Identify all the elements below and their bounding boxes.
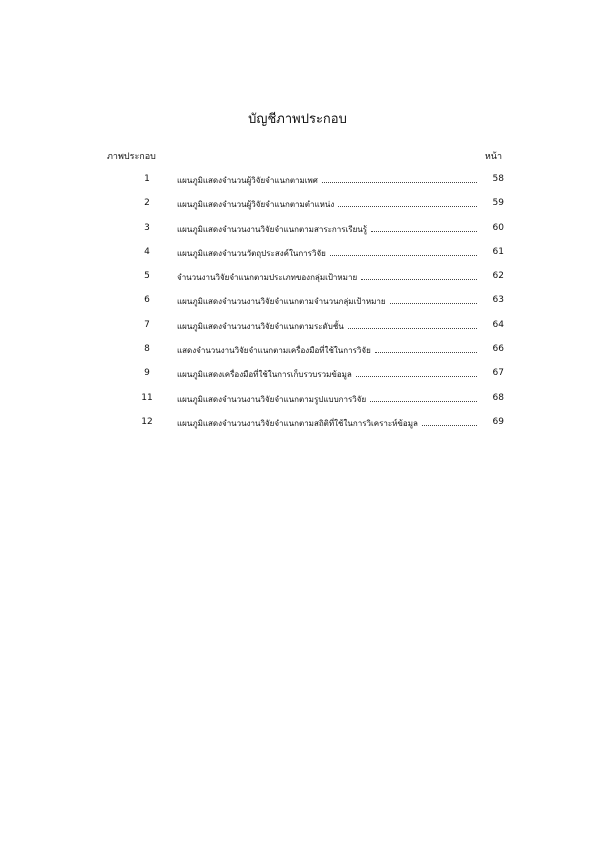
figure-entry [177, 270, 477, 284]
list-item [0, 367, 595, 391]
dot-leader [375, 343, 477, 353]
dot-leader [422, 416, 477, 426]
figure-entry [177, 416, 477, 430]
figure-number: 8 [144, 344, 150, 355]
list-item [0, 319, 595, 343]
list-item [0, 343, 595, 367]
list-item [0, 222, 595, 246]
dot-leader [348, 319, 477, 329]
figure-title: แผนภูมิแสดงจำนวนผู้วิจัยจำแนกตามเพศ [177, 176, 318, 185]
page-number: 64 [492, 319, 504, 330]
list-item [0, 392, 595, 416]
figure-number: 3 [144, 222, 150, 233]
list-item [0, 197, 595, 221]
figure-entry [177, 367, 477, 381]
page-number: 66 [492, 344, 504, 355]
figure-title: แผนภูมิแสดงเครื่องมือที่ใช้ในการเก็บรวบรวมข้อมูล [177, 370, 352, 380]
page-number: 68 [492, 392, 504, 403]
list-item [0, 173, 595, 197]
figure-number: 6 [144, 295, 150, 306]
figure-title: แผนภูมิแสดงจำนวนวัตถุประสงค์ในการวิจัย [177, 248, 326, 258]
page-title: บัญชีภาพประกอบ [248, 112, 347, 127]
list-item [0, 246, 595, 270]
figure-entry [177, 197, 477, 211]
dot-leader [330, 246, 477, 256]
page-number: 59 [492, 198, 504, 209]
page-number: 60 [492, 222, 504, 233]
figure-entry [177, 246, 477, 260]
figure-title: แสดงจำนวนงานวิจัยจำแนกตามเครื่องมือที่ใช้ในการวิจัย [177, 346, 371, 356]
figure-entry [177, 173, 477, 187]
dot-leader [322, 173, 477, 183]
figure-number: 1 [144, 174, 150, 184]
page-number: 67 [492, 368, 504, 379]
dot-leader [356, 367, 477, 377]
dot-leader [390, 294, 477, 304]
figure-entry [177, 343, 477, 357]
page-number: 58 [492, 174, 504, 184]
figure-entry [177, 319, 477, 333]
figure-entry [177, 392, 477, 406]
figure-number: 12 [141, 416, 153, 427]
dot-leader [371, 222, 477, 232]
column-header-page: หน้า [484, 152, 502, 162]
figure-title: จำนวนงานวิจัยจำแนกตามประเภทของกลุ่มเป้าหมาย [177, 273, 358, 283]
figure-number: 4 [144, 246, 150, 257]
figure-number: 2 [144, 198, 150, 209]
column-header-figure: ภาพประกอบ [107, 152, 156, 162]
figure-number: 11 [141, 392, 153, 403]
list-item [0, 294, 595, 318]
page-number: 63 [492, 295, 504, 306]
figure-title: แผนภูมิแสดงจำนวนงานวิจัยจำแนกตามรูปแบบการวิจัย [177, 394, 367, 404]
figure-title: แผนภูมิแสดงจำนวนงานวิจัยจำแนกตามสาระการเรียนรู้ [177, 224, 368, 234]
figure-title: แผนภูมิแสดงจำนวนงานวิจัยจำแนกตามระดับชั้น [177, 321, 344, 331]
dot-leader [338, 197, 477, 207]
figure-title: แผนภูมิแสดงจำนวนงานวิจัยจำแนกตามจำนวนกลุ่มเป้าหมาย [177, 297, 386, 307]
dot-leader [370, 392, 477, 402]
page-number: 69 [492, 416, 504, 427]
list-item [0, 416, 595, 440]
figure-title: แผนภูมิแสดงจำนวนผู้วิจัยจำแนกตามตำแหน่ง [177, 200, 335, 210]
figure-entry [177, 222, 477, 236]
figure-list [0, 173, 595, 440]
page-number: 62 [492, 271, 504, 282]
figure-number: 9 [144, 368, 150, 379]
figure-entry [177, 294, 477, 308]
page-number: 61 [492, 246, 504, 257]
figure-number: 7 [144, 319, 150, 330]
list-item [0, 270, 595, 294]
dot-leader [361, 270, 477, 280]
figure-number: 5 [144, 271, 150, 282]
figure-title: แผนภูมิแสดงจำนวนงานวิจัยจำแนกตามสถิติที่ใช้ในการวิเคราะห์ข้อมูล [177, 418, 418, 428]
